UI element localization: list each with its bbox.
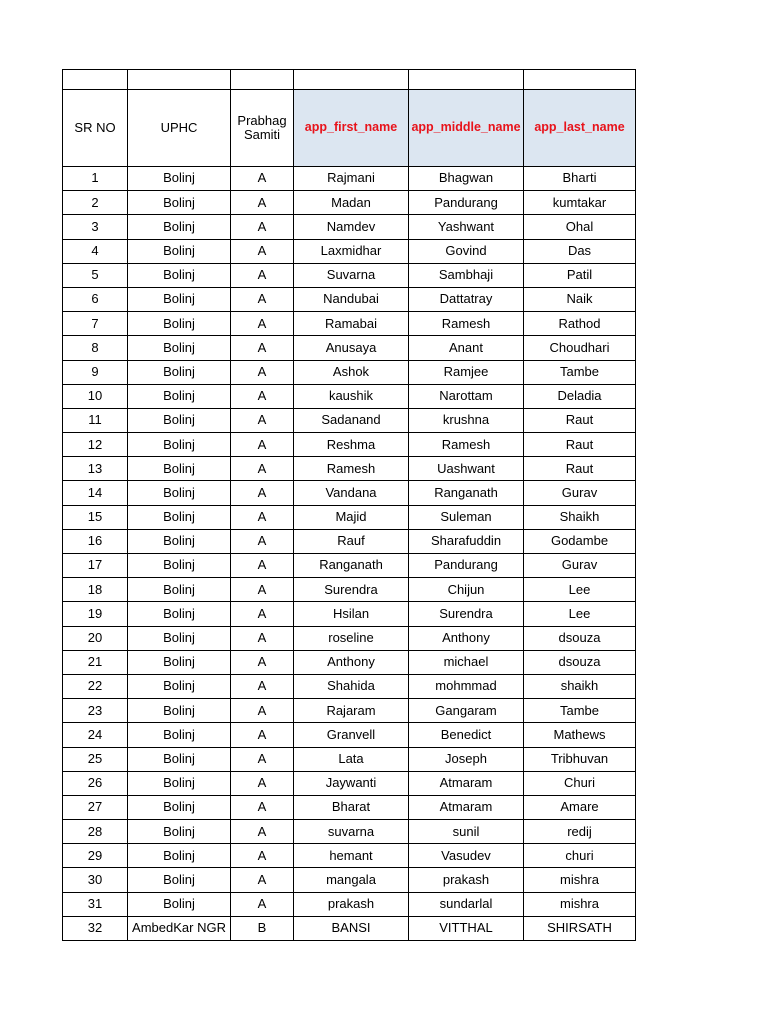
table-row bbox=[63, 578, 636, 602]
last-name-cell[interactable]: mishra bbox=[524, 892, 636, 916]
uphc-cell[interactable]: Bolinj bbox=[128, 360, 231, 384]
prabhag-cell[interactable]: A bbox=[231, 820, 294, 844]
last-name-cell[interactable]: redij bbox=[524, 820, 636, 844]
prabhag-cell[interactable]: A bbox=[231, 650, 294, 674]
last-name-cell[interactable]: dsouza bbox=[524, 626, 636, 650]
table-row bbox=[63, 167, 636, 191]
table-row bbox=[63, 602, 636, 626]
middle-name-cell[interactable]: Gangaram bbox=[409, 699, 524, 723]
middle-name-cell[interactable]: Yashwant bbox=[409, 215, 524, 239]
uphc-cell[interactable]: Bolinj bbox=[128, 191, 231, 215]
prabhag-cell[interactable]: A bbox=[231, 892, 294, 916]
middle-name-cell[interactable]: krushna bbox=[409, 408, 524, 432]
prabhag-cell[interactable]: A bbox=[231, 433, 294, 457]
sr-no-cell[interactable]: 31 bbox=[63, 892, 128, 916]
header-app-last-name[interactable]: app_last_name bbox=[524, 90, 636, 167]
sr-no-cell[interactable]: 29 bbox=[63, 844, 128, 868]
first-name-cell[interactable]: Lata bbox=[294, 747, 409, 771]
first-name-cell[interactable]: Ramesh bbox=[294, 457, 409, 481]
last-name-cell[interactable]: Amare bbox=[524, 795, 636, 819]
table-row bbox=[63, 650, 636, 674]
prabhag-cell[interactable]: A bbox=[231, 384, 294, 408]
uphc-cell[interactable]: Bolinj bbox=[128, 795, 231, 819]
first-name-cell[interactable]: Ranganath bbox=[294, 554, 409, 578]
sr-no-cell[interactable]: 18 bbox=[63, 578, 128, 602]
middle-name-cell[interactable]: sundarlal bbox=[409, 892, 524, 916]
uphc-cell[interactable]: Bolinj bbox=[128, 674, 231, 698]
uphc-cell[interactable]: Bolinj bbox=[128, 287, 231, 311]
last-name-cell[interactable]: Rathod bbox=[524, 312, 636, 336]
uphc-cell[interactable]: Bolinj bbox=[128, 529, 231, 553]
last-name-cell[interactable]: Tambe bbox=[524, 360, 636, 384]
first-name-cell[interactable]: suvarna bbox=[294, 820, 409, 844]
prabhag-cell[interactable]: A bbox=[231, 602, 294, 626]
uphc-cell[interactable]: Bolinj bbox=[128, 384, 231, 408]
sr-no-cell[interactable]: 9 bbox=[63, 360, 128, 384]
sr-no-cell[interactable]: 2 bbox=[63, 191, 128, 215]
table-row bbox=[63, 408, 636, 432]
middle-name-cell[interactable]: Ranganath bbox=[409, 481, 524, 505]
uphc-cell[interactable]: Bolinj bbox=[128, 554, 231, 578]
uphc-cell[interactable]: Bolinj bbox=[128, 481, 231, 505]
table-row bbox=[63, 554, 636, 578]
prabhag-cell[interactable]: B bbox=[231, 916, 294, 940]
sr-no-cell[interactable]: 1 bbox=[63, 167, 128, 191]
middle-name-cell[interactable]: Anthony bbox=[409, 626, 524, 650]
sr-no-cell[interactable]: 12 bbox=[63, 433, 128, 457]
table-row bbox=[63, 868, 636, 892]
uphc-cell[interactable]: Bolinj bbox=[128, 868, 231, 892]
table-row bbox=[63, 892, 636, 916]
first-name-cell[interactable]: Hsilan bbox=[294, 602, 409, 626]
table-row bbox=[63, 844, 636, 868]
table-row bbox=[63, 287, 636, 311]
prabhag-cell[interactable]: A bbox=[231, 505, 294, 529]
middle-name-cell[interactable]: Chijun bbox=[409, 578, 524, 602]
sr-no-cell[interactable]: 20 bbox=[63, 626, 128, 650]
first-name-cell[interactable]: roseline bbox=[294, 626, 409, 650]
sr-no-cell[interactable]: 6 bbox=[63, 287, 128, 311]
table-row bbox=[63, 529, 636, 553]
sr-no-cell[interactable]: 14 bbox=[63, 481, 128, 505]
blank-cell[interactable] bbox=[63, 70, 128, 90]
uphc-cell[interactable]: Bolinj bbox=[128, 457, 231, 481]
last-name-cell[interactable]: Bharti bbox=[524, 167, 636, 191]
last-name-cell[interactable]: Das bbox=[524, 239, 636, 263]
first-name-cell[interactable]: Bharat bbox=[294, 795, 409, 819]
uphc-cell[interactable]: Bolinj bbox=[128, 771, 231, 795]
blank-cell[interactable] bbox=[231, 70, 294, 90]
header-uphc[interactable]: UPHC bbox=[128, 90, 231, 167]
sr-no-cell[interactable]: 28 bbox=[63, 820, 128, 844]
last-name-cell[interactable]: Deladia bbox=[524, 384, 636, 408]
table-row bbox=[63, 360, 636, 384]
sr-no-cell[interactable]: 16 bbox=[63, 529, 128, 553]
table-row bbox=[63, 916, 636, 940]
table-row bbox=[63, 626, 636, 650]
uphc-cell[interactable]: Bolinj bbox=[128, 650, 231, 674]
uphc-cell[interactable]: AmbedKar NGR bbox=[128, 916, 231, 940]
first-name-cell[interactable]: Granvell bbox=[294, 723, 409, 747]
table-row bbox=[63, 505, 636, 529]
uphc-cell[interactable]: Bolinj bbox=[128, 892, 231, 916]
first-name-cell[interactable]: Rauf bbox=[294, 529, 409, 553]
prabhag-cell[interactable]: A bbox=[231, 554, 294, 578]
prabhag-cell[interactable]: A bbox=[231, 795, 294, 819]
prabhag-cell[interactable]: A bbox=[231, 481, 294, 505]
table-row bbox=[63, 820, 636, 844]
first-name-cell[interactable]: Surendra bbox=[294, 578, 409, 602]
first-name-cell[interactable]: Shahida bbox=[294, 674, 409, 698]
first-name-cell[interactable]: Vandana bbox=[294, 481, 409, 505]
uphc-cell[interactable]: Bolinj bbox=[128, 505, 231, 529]
sr-no-cell[interactable]: 15 bbox=[63, 505, 128, 529]
last-name-cell[interactable]: Tribhuvan bbox=[524, 747, 636, 771]
prabhag-cell[interactable]: A bbox=[231, 287, 294, 311]
uphc-cell[interactable]: Bolinj bbox=[128, 336, 231, 360]
header-prabhag-samiti[interactable]: Prabhag Samiti bbox=[231, 90, 294, 167]
prabhag-cell[interactable]: A bbox=[231, 626, 294, 650]
middle-name-cell[interactable]: Joseph bbox=[409, 747, 524, 771]
table-row bbox=[63, 215, 636, 239]
middle-name-cell[interactable]: Anant bbox=[409, 336, 524, 360]
uphc-cell[interactable]: Bolinj bbox=[128, 747, 231, 771]
blank-cell[interactable] bbox=[409, 70, 524, 90]
last-name-cell[interactable]: shaikh bbox=[524, 674, 636, 698]
header-row bbox=[63, 90, 636, 167]
last-name-cell[interactable]: Gurav bbox=[524, 481, 636, 505]
table-row bbox=[63, 795, 636, 819]
blank-row bbox=[63, 70, 636, 90]
middle-name-cell[interactable]: Sharafuddin bbox=[409, 529, 524, 553]
table-row bbox=[63, 336, 636, 360]
first-name-cell[interactable]: Sadanand bbox=[294, 408, 409, 432]
first-name-cell[interactable]: BANSI bbox=[294, 916, 409, 940]
first-name-cell[interactable]: prakash bbox=[294, 892, 409, 916]
sr-no-cell[interactable]: 19 bbox=[63, 602, 128, 626]
first-name-cell[interactable]: hemant bbox=[294, 844, 409, 868]
uphc-cell[interactable]: Bolinj bbox=[128, 723, 231, 747]
middle-name-cell[interactable]: VITTHAL bbox=[409, 916, 524, 940]
table-row bbox=[63, 747, 636, 771]
prabhag-cell[interactable]: A bbox=[231, 312, 294, 336]
table-row bbox=[63, 433, 636, 457]
first-name-cell[interactable]: Suvarna bbox=[294, 263, 409, 287]
middle-name-cell[interactable]: Atmaram bbox=[409, 795, 524, 819]
uphc-cell[interactable]: Bolinj bbox=[128, 699, 231, 723]
sr-no-cell[interactable]: 3 bbox=[63, 215, 128, 239]
prabhag-cell[interactable]: A bbox=[231, 674, 294, 698]
last-name-cell[interactable]: Churi bbox=[524, 771, 636, 795]
sr-no-cell[interactable]: 27 bbox=[63, 795, 128, 819]
middle-name-cell[interactable]: Pandurang bbox=[409, 554, 524, 578]
last-name-cell[interactable]: Naik bbox=[524, 287, 636, 311]
uphc-cell[interactable]: Bolinj bbox=[128, 844, 231, 868]
prabhag-cell[interactable]: A bbox=[231, 215, 294, 239]
middle-name-cell[interactable]: Ramesh bbox=[409, 312, 524, 336]
middle-name-cell[interactable]: Dattatray bbox=[409, 287, 524, 311]
middle-name-cell[interactable]: Suleman bbox=[409, 505, 524, 529]
prabhag-cell[interactable]: A bbox=[231, 868, 294, 892]
sr-no-cell[interactable]: 5 bbox=[63, 263, 128, 287]
header-app-middle-name[interactable]: app_middle_name bbox=[409, 90, 524, 167]
last-name-cell[interactable]: Lee bbox=[524, 602, 636, 626]
last-name-cell[interactable]: Ohal bbox=[524, 215, 636, 239]
prabhag-cell[interactable]: A bbox=[231, 844, 294, 868]
uphc-cell[interactable]: Bolinj bbox=[128, 312, 231, 336]
first-name-cell[interactable]: Jaywanti bbox=[294, 771, 409, 795]
middle-name-cell[interactable]: michael bbox=[409, 650, 524, 674]
last-name-cell[interactable]: dsouza bbox=[524, 650, 636, 674]
middle-name-cell[interactable]: Ramesh bbox=[409, 433, 524, 457]
sr-no-cell[interactable]: 21 bbox=[63, 650, 128, 674]
sr-no-cell[interactable]: 17 bbox=[63, 554, 128, 578]
last-name-cell[interactable]: Gurav bbox=[524, 554, 636, 578]
uphc-cell[interactable]: Bolinj bbox=[128, 433, 231, 457]
first-name-cell[interactable]: Ashok bbox=[294, 360, 409, 384]
first-name-cell[interactable]: Nandubai bbox=[294, 287, 409, 311]
first-name-cell[interactable]: Madan bbox=[294, 191, 409, 215]
sr-no-cell[interactable]: 22 bbox=[63, 674, 128, 698]
prabhag-cell[interactable]: A bbox=[231, 723, 294, 747]
prabhag-cell[interactable]: A bbox=[231, 699, 294, 723]
table-row bbox=[63, 771, 636, 795]
first-name-cell[interactable]: kaushik bbox=[294, 384, 409, 408]
last-name-cell[interactable]: Mathews bbox=[524, 723, 636, 747]
blank-cell[interactable] bbox=[524, 70, 636, 90]
last-name-cell[interactable]: Choudhari bbox=[524, 336, 636, 360]
table-row bbox=[63, 239, 636, 263]
uphc-cell[interactable]: Bolinj bbox=[128, 167, 231, 191]
table-row bbox=[63, 481, 636, 505]
sr-no-cell[interactable]: 10 bbox=[63, 384, 128, 408]
sr-no-cell[interactable]: 13 bbox=[63, 457, 128, 481]
prabhag-cell[interactable]: A bbox=[231, 167, 294, 191]
sr-no-cell[interactable]: 23 bbox=[63, 699, 128, 723]
middle-name-cell[interactable]: Benedict bbox=[409, 723, 524, 747]
last-name-cell[interactable]: Raut bbox=[524, 408, 636, 432]
uphc-cell[interactable]: Bolinj bbox=[128, 602, 231, 626]
sr-no-cell[interactable]: 30 bbox=[63, 868, 128, 892]
first-name-cell[interactable]: Rajaram bbox=[294, 699, 409, 723]
middle-name-cell[interactable]: Sambhaji bbox=[409, 263, 524, 287]
middle-name-cell[interactable]: Atmaram bbox=[409, 771, 524, 795]
middle-name-cell[interactable]: Pandurang bbox=[409, 191, 524, 215]
middle-name-cell[interactable]: Govind bbox=[409, 239, 524, 263]
prabhag-cell[interactable]: A bbox=[231, 747, 294, 771]
header-app-first-name[interactable]: app_first_name bbox=[294, 90, 409, 167]
middle-name-cell[interactable]: Surendra bbox=[409, 602, 524, 626]
prabhag-cell[interactable]: A bbox=[231, 360, 294, 384]
prabhag-cell[interactable]: A bbox=[231, 529, 294, 553]
prabhag-cell[interactable]: A bbox=[231, 239, 294, 263]
last-name-cell[interactable]: Raut bbox=[524, 457, 636, 481]
middle-name-cell[interactable]: Bhagwan bbox=[409, 167, 524, 191]
last-name-cell[interactable]: Tambe bbox=[524, 699, 636, 723]
table-row bbox=[63, 674, 636, 698]
middle-name-cell[interactable]: prakash bbox=[409, 868, 524, 892]
sr-no-cell[interactable]: 25 bbox=[63, 747, 128, 771]
table-row bbox=[63, 191, 636, 215]
prabhag-cell[interactable]: A bbox=[231, 336, 294, 360]
prabhag-cell[interactable]: A bbox=[231, 263, 294, 287]
prabhag-cell[interactable]: A bbox=[231, 408, 294, 432]
first-name-cell[interactable]: Rajmani bbox=[294, 167, 409, 191]
prabhag-cell[interactable]: A bbox=[231, 457, 294, 481]
table-row bbox=[63, 263, 636, 287]
table-row bbox=[63, 312, 636, 336]
sr-no-cell[interactable]: 7 bbox=[63, 312, 128, 336]
uphc-cell[interactable]: Bolinj bbox=[128, 820, 231, 844]
table-row bbox=[63, 457, 636, 481]
sr-no-cell[interactable]: 26 bbox=[63, 771, 128, 795]
blank-cell[interactable] bbox=[294, 70, 409, 90]
last-name-cell[interactable]: SHIRSATH bbox=[524, 916, 636, 940]
uphc-cell[interactable]: Bolinj bbox=[128, 239, 231, 263]
last-name-cell[interactable]: Shaikh bbox=[524, 505, 636, 529]
prabhag-cell[interactable]: A bbox=[231, 771, 294, 795]
middle-name-cell[interactable]: mohmmad bbox=[409, 674, 524, 698]
first-name-cell[interactable]: Anusaya bbox=[294, 336, 409, 360]
last-name-cell[interactable]: Godambe bbox=[524, 529, 636, 553]
last-name-cell[interactable]: Raut bbox=[524, 433, 636, 457]
table-row bbox=[63, 384, 636, 408]
last-name-cell[interactable]: mishra bbox=[524, 868, 636, 892]
prabhag-cell[interactable]: A bbox=[231, 191, 294, 215]
first-name-cell[interactable]: Majid bbox=[294, 505, 409, 529]
middle-name-cell[interactable]: Narottam bbox=[409, 384, 524, 408]
sr-no-cell[interactable]: 24 bbox=[63, 723, 128, 747]
first-name-cell[interactable]: Anthony bbox=[294, 650, 409, 674]
first-name-cell[interactable]: Reshma bbox=[294, 433, 409, 457]
uphc-cell[interactable]: Bolinj bbox=[128, 215, 231, 239]
first-name-cell[interactable]: Laxmidhar bbox=[294, 239, 409, 263]
first-name-cell[interactable]: Ramabai bbox=[294, 312, 409, 336]
last-name-cell[interactable]: churi bbox=[524, 844, 636, 868]
last-name-cell[interactable]: Patil bbox=[524, 263, 636, 287]
middle-name-cell[interactable]: sunil bbox=[409, 820, 524, 844]
first-name-cell[interactable]: mangala bbox=[294, 868, 409, 892]
spreadsheet-table bbox=[62, 69, 636, 941]
uphc-cell[interactable]: Bolinj bbox=[128, 263, 231, 287]
table-row bbox=[63, 723, 636, 747]
first-name-cell[interactable]: Namdev bbox=[294, 215, 409, 239]
sr-no-cell[interactable]: 8 bbox=[63, 336, 128, 360]
middle-name-cell[interactable]: Uashwant bbox=[409, 457, 524, 481]
header-sr-no[interactable]: SR NO bbox=[63, 90, 128, 167]
last-name-cell[interactable]: kumtakar bbox=[524, 191, 636, 215]
sr-no-cell[interactable]: 11 bbox=[63, 408, 128, 432]
prabhag-cell[interactable]: A bbox=[231, 578, 294, 602]
blank-cell[interactable] bbox=[128, 70, 231, 90]
uphc-cell[interactable]: Bolinj bbox=[128, 626, 231, 650]
sr-no-cell[interactable]: 32 bbox=[63, 916, 128, 940]
uphc-cell[interactable]: Bolinj bbox=[128, 578, 231, 602]
middle-name-cell[interactable]: Ramjee bbox=[409, 360, 524, 384]
sr-no-cell[interactable]: 4 bbox=[63, 239, 128, 263]
table-row bbox=[63, 699, 636, 723]
uphc-cell[interactable]: Bolinj bbox=[128, 408, 231, 432]
last-name-cell[interactable]: Lee bbox=[524, 578, 636, 602]
middle-name-cell[interactable]: Vasudev bbox=[409, 844, 524, 868]
